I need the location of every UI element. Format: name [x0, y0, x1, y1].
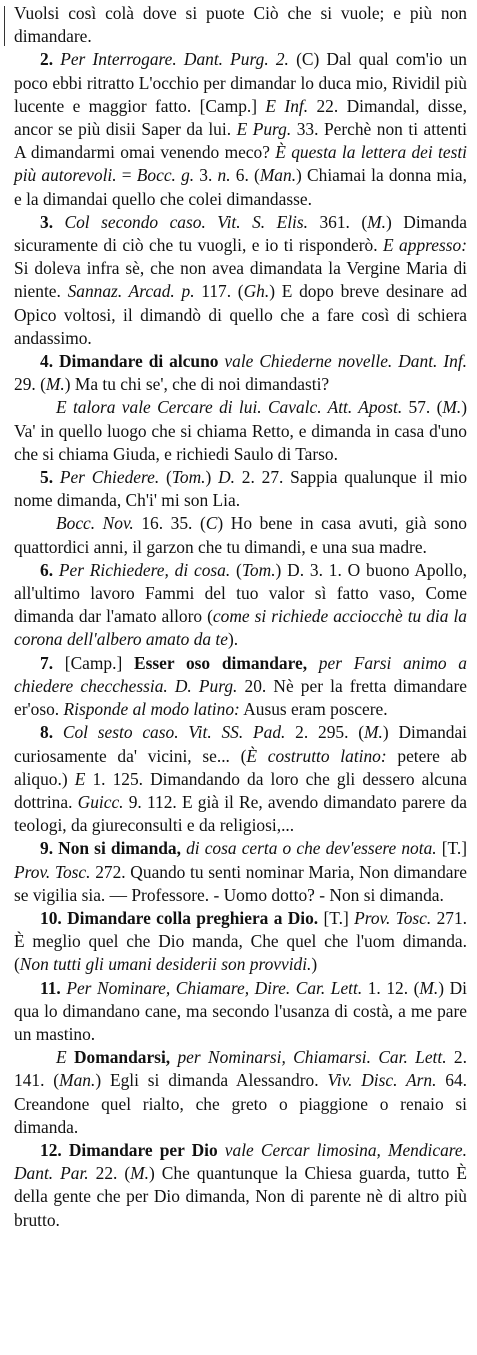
body-text: ). — [228, 629, 239, 650]
italic-text: Risponde al modo latino: — [63, 699, 240, 720]
entry-paragraph — [14, 350, 467, 396]
body-text: 2. 295. ( — [285, 722, 365, 743]
entry-paragraph — [14, 559, 467, 652]
sense-heading: 2. — [40, 49, 61, 70]
italic-text: Man. — [59, 1070, 96, 1091]
body-text: [Camp.] — [64, 652, 134, 673]
body-text: ) Egli si dimanda Alessandro. — [95, 1070, 328, 1091]
body-text: 6. ( — [230, 165, 260, 186]
sense-heading: 7. — [40, 652, 65, 673]
body-text: 272. Quando tu senti nominar Maria, Non dimandare se vigilia sia. — Professore. - Uomo dotto? - Non si dimanda. — [14, 861, 467, 905]
italic-text: E — [56, 1047, 74, 1068]
body-text: 20. Nè per la fretta dimandare er'oso. — [14, 675, 467, 720]
body-text: [T.] — [323, 907, 355, 928]
body-text: ) D. 3. 1. O buono Apollo, all'ultimo lavoro Fammi del tuo valor sì fatto vaso, Come dimanda dar l'amato alloro ( — [14, 559, 468, 627]
italic-text: E Purg. — [236, 119, 292, 140]
italic-text: Sannaz. Arcad. p. — [67, 281, 195, 302]
body-text: ) Ma tu chi se', che di noi dimandasti? — [64, 374, 330, 395]
italic-text: M. — [130, 1163, 150, 1184]
italic-text: Per Richiedere, di cosa. — [58, 559, 231, 580]
italic-text: come si richiede acciocchè tu dia la corona dell'albero amato da te — [14, 606, 467, 650]
sense-heading: 3. — [40, 211, 65, 232]
italic-text: Per Interrogare. Dant. Purg. 2. — [60, 49, 289, 70]
italic-text: vale Cercar limosina, Mendicare. Dant. Par. — [14, 1139, 467, 1184]
italic-text: M. — [442, 397, 462, 418]
margin-rule — [4, 6, 5, 46]
sense-heading: 12. Dimandare per Dio — [40, 1139, 225, 1160]
body-text: 29. ( — [14, 374, 46, 395]
entry-paragraph — [14, 1046, 467, 1139]
body-text: 117. ( — [194, 281, 244, 302]
body-text: 64. Creandone quel rialto, che greto o piaggione o renaio si dimanda. — [14, 1070, 468, 1137]
italic-text: Tom. — [171, 467, 206, 488]
italic-text: Man. — [259, 165, 297, 186]
italic-text: Per Chiedere. — [59, 467, 160, 488]
body-text: 33. Perchè non ti attenti A dimandarmi omai venendo meco? — [14, 119, 467, 163]
italic-text: E appresso: — [383, 235, 468, 256]
entry-body — [14, 2, 467, 1232]
italic-text: Col secondo caso. Vit. S. Elis. — [64, 211, 308, 232]
italic-text: Prov. Tosc. — [14, 861, 91, 882]
body-text: 2. 27. Sappia qualunque il mio nome dimanda, Ch'i' mi son Lia. — [14, 467, 468, 511]
body-text: 1. 12. ( — [362, 977, 420, 998]
entry-paragraph — [14, 1139, 467, 1232]
italic-text: Non tutti gli umani desiderii son provvidi. — [19, 954, 312, 975]
italic-text: Per Nominare, Chiamare, Dire. Car. Lett. — [66, 977, 363, 998]
body-text: Si doleva infra sè, che non avea dimandata la Vergine Maria di niente. — [14, 258, 467, 302]
italic-text: per Nominarsi, Chiamarsi. Car. Lett. — [177, 1047, 447, 1068]
italic-text: E talora vale Cercare di lui. Cavalc. Att. Apost. — [56, 397, 403, 418]
sense-heading: 4. Dimandare di alcuno — [40, 351, 225, 372]
entry-paragraph — [14, 211, 467, 350]
sense-heading: Domandarsi, — [73, 1047, 178, 1068]
body-text: 1. 125. Dimandando da loro che gli dessero alcuna dottrina. — [14, 768, 467, 812]
body-text: Vuolsi così colà dove si puote Ciò che si vuole; e più non dimandare. — [14, 3, 467, 47]
italic-text: Viv. Disc. Arn. — [327, 1070, 437, 1091]
body-text: (C) Dal qual com'io un poco ebbi ritratto L'occhio per dimandar lo duca mio, Rividil più lucente e maggior fatto. [Camp.] — [14, 49, 467, 116]
entry-paragraph — [14, 837, 467, 907]
body-text: [T.] — [436, 838, 468, 859]
body-text: ) Che quantunque la Chiesa guarda, tutto È della gente che per Dio dimanda, Non di parente nè di altro più brutto. — [14, 1163, 467, 1230]
italic-text: È questa la lettera dei testi più autorevoli. — [14, 142, 468, 186]
body-text: Ausus eram poscere. — [239, 699, 388, 720]
entry-paragraph — [14, 2, 467, 48]
body-text: petere ab aliquo.) — [14, 745, 467, 789]
body-text: ) — [311, 954, 318, 975]
body-text: ) Ho bene in casa avuti, già sono quattordici anni, il garzon che tu dimandi, e una sua madre. — [14, 513, 467, 557]
body-text: ) E dopo breve desinare ad Opico voltosi, il dimandò di quello che a fare così di schiera andassimo. — [14, 281, 468, 348]
entry-paragraph — [14, 907, 467, 977]
italic-text: di cosa certa o che dev'essere nota. — [186, 838, 437, 859]
italic-text: Gh. — [243, 281, 270, 302]
italic-text: n. — [217, 165, 231, 186]
italic-text: M. — [45, 374, 65, 395]
body-text: 3. — [194, 165, 218, 186]
italic-text: C — [205, 513, 218, 534]
italic-text: Bocc. g. — [136, 165, 195, 186]
entry-paragraph — [14, 721, 467, 837]
italic-text: Bocc. Nov. — [56, 513, 134, 534]
italic-text: Prov. Tosc. — [354, 907, 432, 928]
body-text: ) Di qua lo dimandano cane, ma secondo l'usanza di costà, a me pare un mastino. — [14, 977, 467, 1044]
body-text: 2. 141. ( — [14, 1047, 467, 1091]
entry-paragraph — [14, 466, 467, 512]
italic-text: M. — [364, 722, 383, 743]
sense-heading: 11. — [40, 977, 67, 998]
italic-text: Tom. — [241, 559, 276, 580]
body-text: ) Dimanda sicuramente di ciò che tu vuogli, e io ti risponderò. — [14, 211, 468, 256]
body-text: ( — [159, 467, 172, 488]
italic-text: Col sesto caso. Vit. SS. Pad. — [62, 722, 286, 743]
body-text: 22. Dimandal, disse, ancor se più disii Saper da lui. — [14, 95, 467, 140]
italic-text: vale Chiederne novelle. Dant. Inf. — [224, 351, 467, 372]
body-text: 271. È meglio quel che Dio manda, Che quel che l'uom dimanda. ( — [14, 907, 467, 975]
italic-text: E Inf. — [265, 95, 309, 116]
body-text: ( — [230, 559, 242, 580]
entry-paragraph — [14, 48, 467, 210]
sense-heading: 5. — [40, 467, 60, 488]
body-text: 57. ( — [402, 397, 443, 418]
body-text: 9. 112. E già il Re, avendo dimandato parere da teologi, da giureconsulti e da religiosi,... — [14, 791, 467, 836]
sense-heading: 9. Non si dimanda, — [40, 838, 187, 859]
body-text: 22. ( — [88, 1163, 131, 1184]
italic-text: È costrutto latino: — [246, 745, 387, 766]
entry-paragraph — [14, 512, 467, 558]
body-text: 361. ( — [307, 211, 368, 232]
entry-paragraph — [14, 396, 467, 466]
entry-paragraph — [14, 652, 467, 722]
body-text: ) — [205, 467, 219, 488]
italic-text: D. — [218, 467, 235, 488]
italic-text: E — [74, 768, 86, 789]
sense-heading: 8. — [40, 722, 63, 743]
sense-heading: 6. — [40, 559, 59, 580]
body-text: 16. 35. ( — [133, 513, 206, 534]
body-text: = — [116, 165, 137, 186]
body-text: ) Va' in quello luogo che si chiama Retto, e dimanda in casa d'uno che si chiama Giuda, e richiedi Saulo di Tarso. — [14, 397, 467, 464]
italic-text: M. — [419, 977, 439, 998]
body-text: ) Dimandai curiosamente da' vicini, se... ( — [14, 722, 468, 766]
sense-heading: 10. Dimandare colla preghiera a Dio. — [40, 907, 324, 928]
sense-heading: Esser oso dimandare, — [133, 652, 319, 673]
italic-text: Guicc. — [77, 791, 124, 812]
italic-text: M. — [367, 211, 386, 232]
entry-paragraph — [14, 977, 467, 1047]
italic-text: per Farsi animo a chiedere checchessia. D. Purg. — [14, 652, 468, 696]
body-text: ) Chiamai la donna mia, e la dimandai quello che colei dimandasse. — [14, 165, 467, 209]
